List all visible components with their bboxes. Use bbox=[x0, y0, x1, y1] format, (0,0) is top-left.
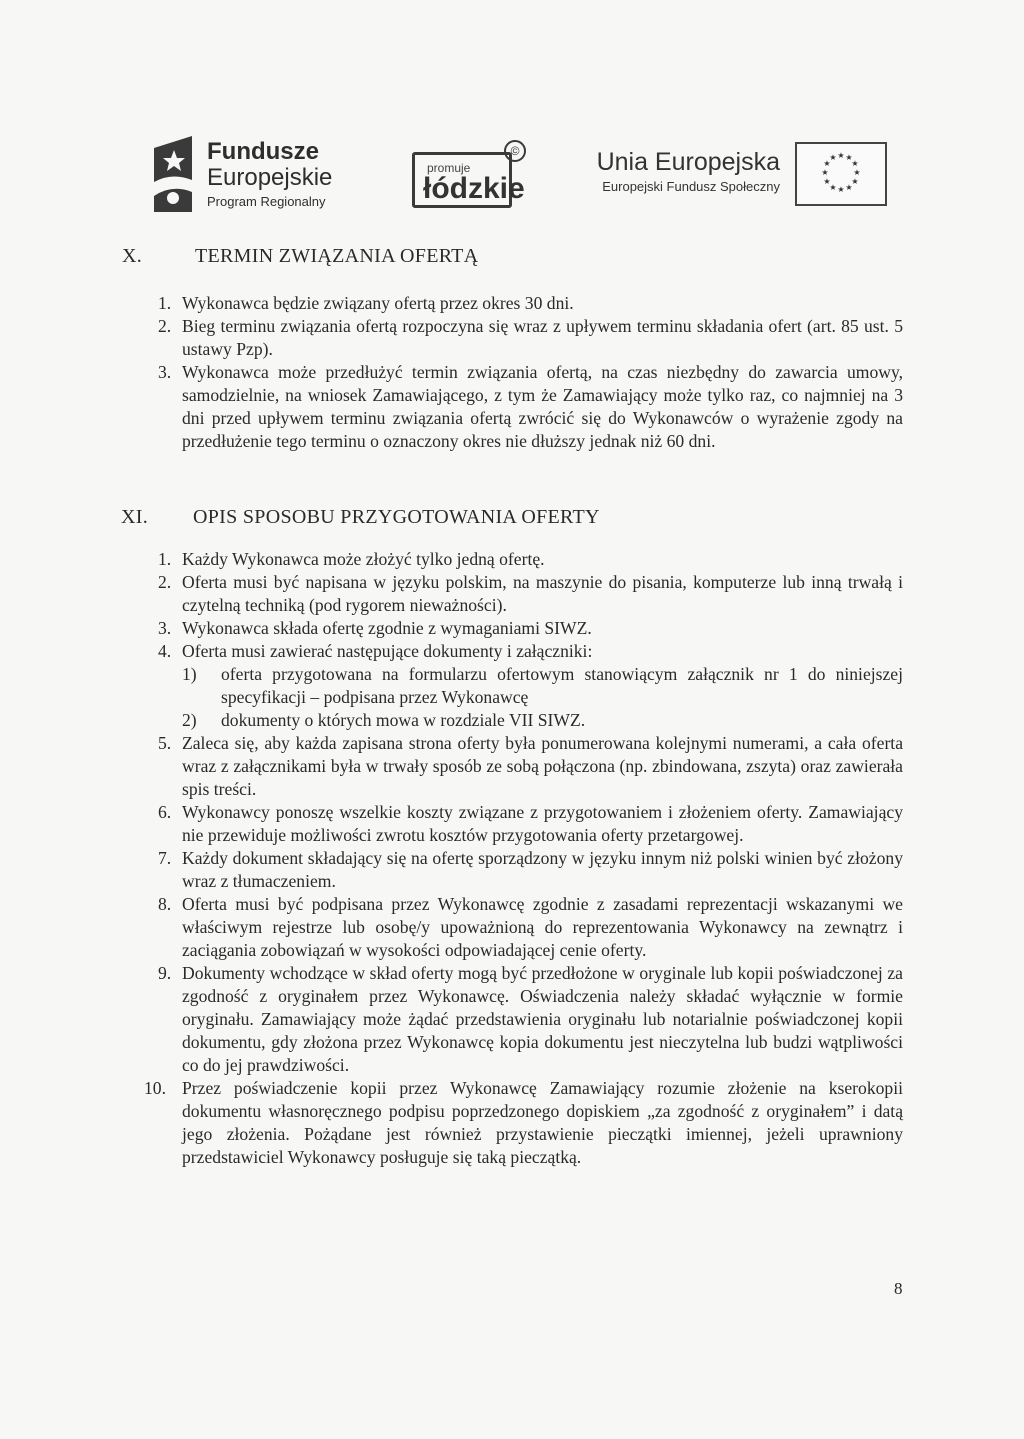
sub-list-item-number: 1) bbox=[182, 664, 197, 684]
list-item-text: Wykonawca składa ofertę zgodnie z wymaganiami SIWZ. bbox=[182, 618, 592, 638]
svg-text:★: ★ bbox=[851, 177, 859, 186]
list-item-text: Oferta musi być podpisana przez Wykonawcę zgodnie z zasadami reprezentacji wskazanymi we właściwym rejestrze lub osobę/y upoważnioną do reprezentowania Wykonawcy na zewnątrz i zaciągania zobowiązań w wysokości odpowiadającej cenie oferty. bbox=[182, 894, 903, 960]
list-item bbox=[158, 893, 903, 962]
list-item-number: 10. bbox=[144, 1078, 166, 1098]
fundusze-europejskie-logo bbox=[150, 134, 355, 214]
svg-text:★: ★ bbox=[821, 168, 829, 177]
list-item-text: Oferta musi być napisana w języku polskim, na maszynie do pisania, komputerze lub inną trwałą i czytelną techniką (pod rygorem nieważności). bbox=[182, 572, 903, 615]
list-item bbox=[158, 292, 903, 315]
lodzkie-logo-mark: © bbox=[504, 140, 526, 162]
svg-text:★: ★ bbox=[837, 185, 845, 194]
svg-text:★: ★ bbox=[829, 153, 837, 162]
list-item bbox=[158, 801, 903, 847]
lodzkie-logo-frame bbox=[412, 152, 525, 208]
sub-list-item-text: oferta przygotowana na formularzu ofertowym stanowiącym załącznik nr 1 do niniejszej specyfikacji – podpisana przez Wykonawcę bbox=[221, 664, 903, 707]
list-item bbox=[158, 361, 903, 453]
list-item-text: Wykonawca będzie związany ofertą przez okres 30 dni. bbox=[182, 293, 574, 313]
svg-text:★: ★ bbox=[845, 153, 853, 162]
list-item bbox=[158, 617, 903, 640]
list-item-text: Dokumenty wchodzące w skład oferty mogą być przedłożone w oryginale lub kopii poświadczonej za zgodność z oryginałem przez Wykonawcę. Oświadczenia należy składać wyłącznie w formie oryginału. Zamawiający może żądać przedstawienia oryginału lub notarialnie poświadczonej kopii dokumentu, gdy złożona przez Wykonawcę kopia dokumentu jest nieczytelna lub budzi wątpliwości co do jej prawdziwości. bbox=[182, 963, 903, 1075]
sub-list-item-number: 2) bbox=[182, 710, 197, 730]
promuje-lodzkie-logo bbox=[412, 140, 530, 214]
list-item bbox=[158, 640, 903, 732]
svg-text:★: ★ bbox=[823, 177, 831, 186]
svg-text:★: ★ bbox=[829, 183, 837, 192]
eu-flag-icon bbox=[795, 142, 887, 206]
svg-text:★: ★ bbox=[837, 151, 845, 160]
svg-text:★: ★ bbox=[845, 183, 853, 192]
lodzkie-logo-big-text: łódzkie bbox=[423, 172, 525, 205]
section-number: X. bbox=[122, 245, 143, 267]
list-item-text: Zaleca się, aby każda zapisana strona oferty była ponumerowana kolejnymi numerami, a cała oferta wraz z załącznikami była w trwały sposób ze sobą połączona (np. zbindowana, zszyta) oraz zawierała spis treści. bbox=[182, 733, 903, 799]
list-item-number: 4. bbox=[158, 641, 172, 661]
list-item-text: Oferta musi zawierać następujące dokumenty i załączniki: bbox=[182, 641, 593, 661]
list-item-text: Wykonawca może przedłużyć termin związania ofertą, na czas niezbędny do zawarcia umowy, samodzielnie, na wniosek Zamawiającego, z tym że Zamawiający może tylko raz, co najmniej na 3 dni przed upływem terminu związania ofertą zwrócić się do Wykonawców o wyrażenie zgody na przedłużenie tego terminu o oznaczony okres nie dłuższy jednak niż 60 dni. bbox=[182, 362, 903, 451]
list-item-number: 9. bbox=[158, 963, 172, 983]
list-item-number: 5. bbox=[158, 733, 172, 753]
section-items-list bbox=[144, 548, 903, 1169]
list-item bbox=[158, 847, 903, 893]
section-number: XI. bbox=[121, 506, 149, 528]
list-item bbox=[144, 1077, 903, 1169]
section-heading bbox=[122, 245, 822, 271]
list-item-number: 1. bbox=[158, 549, 172, 569]
header-logo-bar bbox=[0, 128, 1024, 214]
ue-logo-line2: Europejski Fundusz Społeczny bbox=[602, 179, 780, 194]
list-item bbox=[158, 732, 903, 801]
lodzkie-logo-small-text: promuje bbox=[427, 161, 471, 175]
svg-text:★: ★ bbox=[823, 159, 831, 168]
section-title: OPIS SPOSOBU PRZYGOTOWANIA OFERTY bbox=[193, 506, 600, 528]
list-item-number: 8. bbox=[158, 894, 172, 914]
svg-text:★: ★ bbox=[851, 159, 859, 168]
list-item-text: Przez poświadczenie kopii przez Wykonawcę Zamawiający rozumie złożenie na kserokopii dokumentu własnoręcznego podpisu poprzedzonego dopiskiem „za zgodność z oryginałem” i datą jego złożenia. Pożądane jest również przystawienie pieczątki imiennej, jeżeli uprawniony przedstawiciel Wykonawcy posługuje się taką pieczątką. bbox=[182, 1078, 903, 1167]
list-item bbox=[158, 548, 903, 571]
ue-logo-line1: Unia Europejska bbox=[596, 148, 780, 176]
list-item bbox=[158, 571, 903, 617]
fe-logo-line3: Program Regionalny bbox=[207, 194, 326, 209]
list-item-number: 2. bbox=[158, 572, 172, 592]
list-item bbox=[158, 962, 903, 1077]
fe-logo-line1: Fundusze bbox=[207, 138, 319, 165]
list-item-number: 3. bbox=[158, 362, 172, 382]
page-number: 8 bbox=[894, 1279, 903, 1298]
section-items-list bbox=[158, 292, 903, 453]
fe-logo-line2: Europejskie bbox=[207, 164, 333, 191]
section-heading bbox=[121, 506, 821, 532]
fundusze-europejskie-flag-icon bbox=[150, 134, 196, 214]
sub-list-item-text: dokumenty o których mowa w rozdziale VII SIWZ. bbox=[221, 710, 586, 730]
unia-europejska-logo-text bbox=[580, 148, 780, 194]
list-item-text: Każdy Wykonawca może złożyć tylko jedną ofertę. bbox=[182, 549, 545, 569]
sub-list-item bbox=[182, 663, 903, 709]
list-item-number: 3. bbox=[158, 618, 172, 638]
list-item-number: 2. bbox=[158, 316, 172, 336]
list-item-text: Bieg terminu związania ofertą rozpoczyna się wraz z upływem terminu składania ofert (art. 85 ust. 5 ustawy Pzp). bbox=[182, 316, 903, 359]
list-item-text: Wykonawcy ponoszę wszelkie koszty związane z przygotowaniem i złożeniem oferty. Zamawiający nie przewiduje możliwości zwrotu kosztów przygotowania oferty przetargowej. bbox=[182, 802, 903, 845]
sub-list-item bbox=[182, 709, 903, 732]
list-item bbox=[158, 315, 903, 361]
svg-text:★: ★ bbox=[853, 168, 861, 177]
eu-stars-icon bbox=[797, 144, 885, 204]
list-item-text: Każdy dokument składający się na ofertę sporządzony w języku innym niż polski winien być złożony wraz z tłumaczeniem. bbox=[182, 848, 903, 891]
list-item-number: 6. bbox=[158, 802, 172, 822]
list-item-number: 1. bbox=[158, 293, 172, 313]
section-title: TERMIN ZWIĄZANIA OFERTĄ bbox=[195, 245, 479, 267]
list-item-number: 7. bbox=[158, 848, 172, 868]
